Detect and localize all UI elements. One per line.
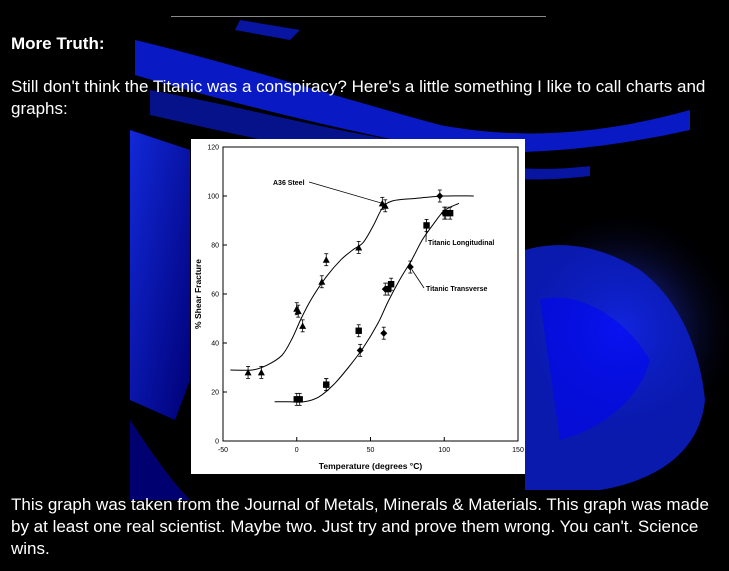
- y-tick-label: 80: [211, 242, 219, 250]
- annotation-arrow: [412, 270, 424, 289]
- annotation-label: A36 Steel: [273, 180, 305, 187]
- annotation-arrow: [426, 221, 427, 243]
- y-tick-label: 40: [211, 340, 219, 348]
- x-tick-label: -50: [217, 447, 229, 454]
- annotation-label: Titanic Transverse: [426, 286, 488, 293]
- y-axis-label: % Shear Fracture: [193, 259, 203, 329]
- y-tick-label: 120: [207, 144, 219, 152]
- x-tick-label: 100: [438, 447, 451, 454]
- chart-figure: [191, 139, 525, 474]
- titanic-transverse-point: [436, 193, 443, 200]
- titanic-curve: [275, 203, 459, 402]
- intro-paragraph: Still don't think the Titanic was a conspiracy? Here's a little something I like to call charts and graphs:: [11, 77, 706, 118]
- titanic-longitudinal-point: [297, 396, 303, 402]
- titanic-longitudinal-point: [388, 281, 394, 287]
- plot-frame: [223, 147, 518, 441]
- titanic-transverse-point: [407, 264, 414, 271]
- a36-steel-point: [299, 322, 306, 329]
- section-heading: More Truth:: [11, 34, 105, 53]
- horizontal-rule: [171, 16, 546, 17]
- a36-steel-point: [323, 256, 330, 263]
- shear-fracture-chart: [191, 139, 525, 474]
- x-tick-label: 0: [294, 447, 299, 454]
- y-tick-label: 0: [215, 438, 219, 446]
- annotation-arrow: [309, 182, 382, 203]
- footer-paragraph: This graph was taken from the Journal of Metals, Minerals & Materials. This graph was made by at least one real scientist. Maybe two. Just try and prove them wrong. You can't. Science wins.: [11, 495, 709, 558]
- titanic-longitudinal-point: [447, 210, 453, 216]
- x-tick-label: 50: [366, 447, 375, 454]
- titanic-transverse-point: [380, 330, 387, 337]
- x-axis-label: Temperature (degrees °C): [318, 461, 423, 471]
- a36-steel-point: [258, 369, 265, 376]
- x-tick-label: 150: [512, 447, 524, 454]
- y-tick-label: 100: [207, 193, 219, 201]
- titanic-longitudinal-point: [356, 328, 362, 334]
- y-tick-label: 20: [211, 389, 219, 397]
- annotation-label: Titanic Longitudinal: [428, 240, 495, 247]
- a36-steel-curve: [230, 196, 473, 370]
- y-tick-label: 60: [211, 291, 219, 299]
